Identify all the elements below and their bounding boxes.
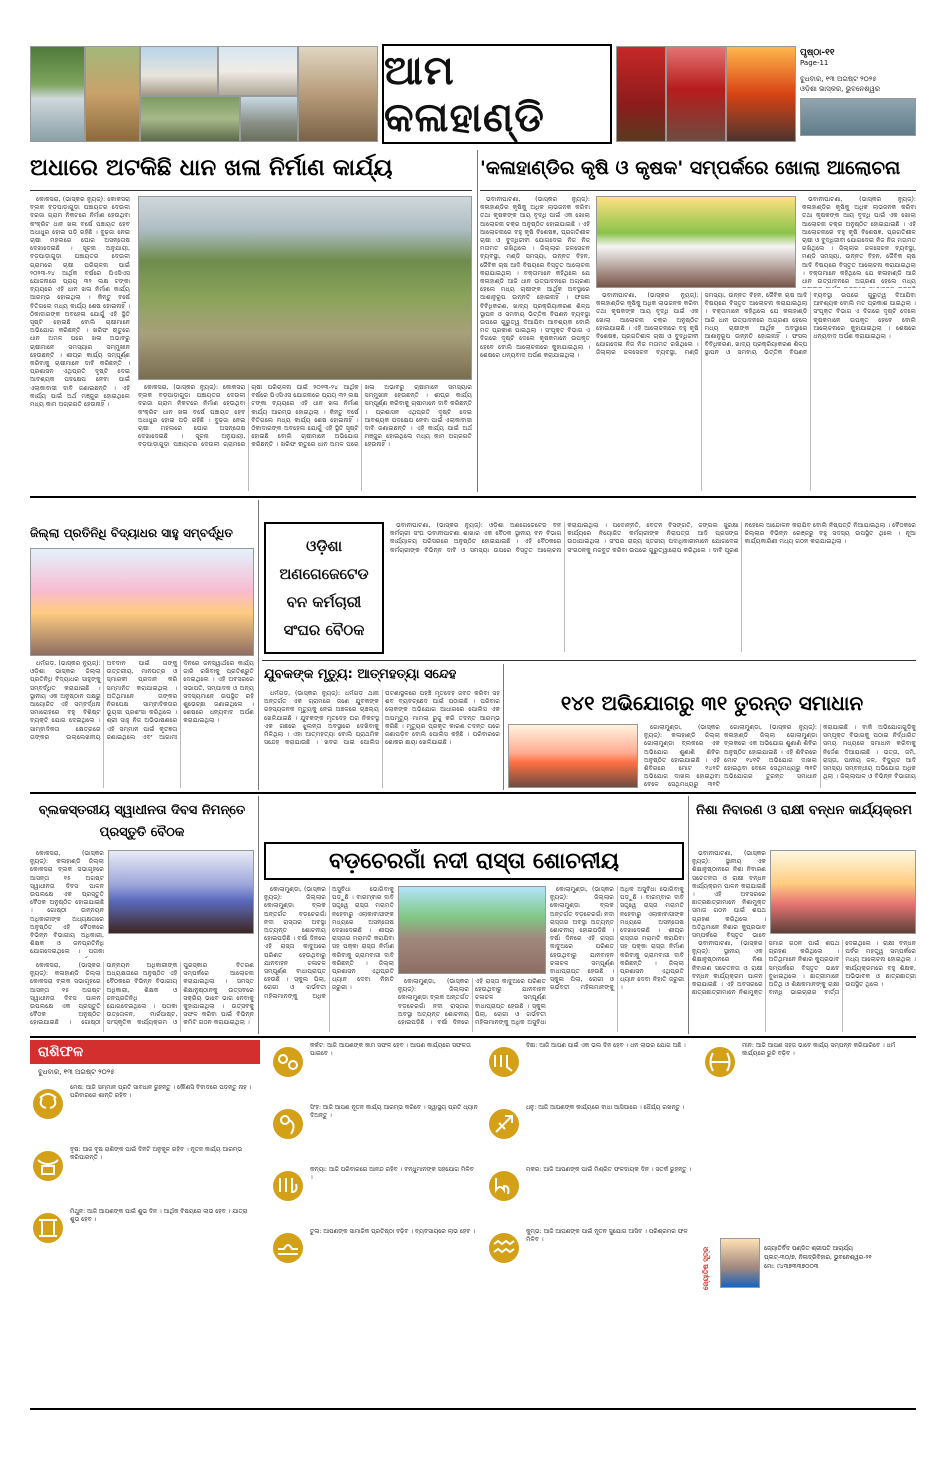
story4-body: ଭବାନୀପାଟଣା, (ଭାସ୍କର ନ୍ୟୁଜ୍): ଓଡ଼ିଶା ଅଣଗେଜେଟେଡ ବନ କର୍ମଚାରୀ ସଂଘ ଭବାନୀପାଟଣା ଶାଖାର ଏକ ବୈଠକ ସ୍ଥାନୀୟ ବନ ବିଭାଗ କାର୍ଯ୍ୟାଳୟ ପରିସରରେ ଅନୁଷ୍ଠିତ ହୋଇଯାଇଛି । ଏହି ବୈଠକରେ କର୍ମଚାରୀଙ୍କ ବିଭିନ୍ନ ଦାବି ଓ ସମସ୍ୟା ଉପରେ ବିସ୍ତୃତ ଆଲୋଚନା କରାଯାଇଥିଲା । ପଦୋନ୍ନତି, ବେତନ ବିସଙ୍ଗତି, ଜଙ୍ଗଲ ସୁରକ୍ଷା କାର୍ଯ୍ୟରେ ନିୟୋଜିତ କର୍ମଚାରୀଙ୍କ ନିରାପତ୍ତା ଆଦି ପ୍ରସଙ୍ଗ ଉଠାଯାଇଥିଲା । ସଂଘର ରାଜ୍ୟ ସ୍ତରୀୟ ପଦାଧିକାରୀମାନେ ଯୋଗଦେଇ ସଂଗଠନକୁ ମଜବୁତ କରିବା ଉପରେ ଗୁରୁତ୍ୱାରୋପ କରିଥିଲେ । ଦାବି ପୂରଣ ନହେଲେ ଆନ୍ଦୋଳନ କରାଯିବ ବୋଲି ନିଷ୍ପତ୍ତି ନିଆଯାଇଥିଲା । ବୈଠକରେ ଜିଲ୍ଲାର ବିଭିନ୍ନ ରେଞ୍ଜରୁ ବହୁ ସଦସ୍ୟ ଉପସ୍ଥିତ ଥିଲେ । ନୂଆ କାର୍ଯ୍ୟକାରିଣୀ ମଧ୍ୟ ଗଠନ କରାଯାଇଥିଲା ।: [390, 522, 916, 554]
story8-headline-box: [264, 842, 684, 880]
story2-col1: [480, 196, 590, 491]
footer-rule: [30, 1408, 916, 1410]
divider-5: [688, 796, 689, 1034]
divider-2: [258, 500, 259, 790]
story7-cols: [30, 962, 254, 1032]
fish-icon: [702, 1044, 738, 1080]
zodiac-makara: [486, 1164, 696, 1226]
story1-cols: [138, 384, 472, 491]
zodiac-makara-text: ମକର: ଆଜି ଆପଣଙ୍କ ପାଇଁ ମିଶ୍ରିତ ଫଳଦାୟକ ଦିନ । ସତର୍କ ରୁହନ୍ତୁ ।: [526, 1166, 692, 1173]
masthead-photo-festival: [726, 46, 796, 142]
scales-icon: [270, 1230, 306, 1266]
zodiac-kumbha: [486, 1226, 696, 1288]
story2-body: ଭବାନୀପାଟଣା, (ଭାସ୍କର ନ୍ୟୁଜ୍): କଳାହାଣ୍ଡିର କୃଷିକୁ ଅଧିକ ଲାଭଜନକ କରିବା ତଥା କୃଷକଙ୍କ ଆୟ ବୃଦ୍ଧି ପାଇଁ ଏକ ଖୋଲା ଆଲୋଚନା ଚକ୍ର ଅନୁଷ୍ଠିତ ହୋଇଯାଇଛି । ଏହି ଆଲୋଚନାରେ ବହୁ କୃଷି ବିଶେଷଜ୍ଞ, ପ୍ରଗତିଶୀଳ ଚାଷୀ ଓ ବୁଦ୍ଧିଜୀବୀ ଯୋଗଦେଇ ନିଜ ନିଜ ମତାମତ ରଖିଥିଲେ । ଜିଲ୍ଲାର ଜଳସେଚନ ବ୍ୟବସ୍ଥା, ମଣ୍ଡି ସମସ୍ୟା, ଉନ୍ନତ ବିହନ, ଜୈବିକ ଚାଷ ଆଦି ବିଷୟରେ ବିସ୍ତୃତ ଆଲୋଚନା କରାଯାଇଥିଲା । ବକ୍ତାମାନେ କହିଥିଲେ ଯେ କଳାହାଣ୍ଡି ଆଜି ଧାନ ଉତ୍ପାଦନରେ ଅଗ୍ରଣୀ ହେଲେ ମଧ୍ୟ ଚାଷୀଙ୍କ ଆର୍ଥିକ ଅବସ୍ଥାରେ ଆଶାନୁରୂପ ଉନ୍ନତି ହୋଇନାହିଁ । ଫସଲ ବିବିଧିକରଣ, ଖାଦ୍ୟ ପ୍ରକ୍ରିୟାକରଣ ଶିଳ୍ପ ସ୍ଥାପନ ଓ ସମବାୟ ଭିତ୍ତିକ ବିପଣନ ବ୍ୟବସ୍ଥା ଉପରେ ଗୁରୁତ୍ୱ ଦିଆଯିବା ଆବଶ୍ୟକ ବୋଲି ମତ ପ୍ରକାଶ ପାଇଥିଲା । ସଂପୃକ୍ତ ବିଭାଗ ଏ ଦିଗରେ ଦୃଷ୍ଟି ଦେଲେ କୃଷକମାନେ ଉପକୃତ ହେବେ ବୋଲି ଆଲୋଚନାରେ କୁହାଯାଇଥିଲା । ଶେଷରେ ଧନ୍ୟବାଦ ଅର୍ପଣ କରାଯାଇଥିଲା ।: [480, 196, 590, 359]
virgin-icon: [270, 1168, 306, 1204]
divider-1: [477, 150, 478, 492]
horoscope-banner: [30, 1040, 260, 1064]
story8-body-right: କୋଲାମୁଣ୍ଡା, (ଭାସ୍କର ନ୍ୟୁଜ୍): ଜିଲ୍ଲାର କୋଲାମୁଣ୍ଡା ବ୍ଲକ ଅନ୍ତର୍ଗତ ବଡ଼ଚେରଗାଁ ନଦୀ ରାସ୍ତାର ଅବସ୍ଥା ଅତ୍ୟନ୍ତ ଶୋଚନୀୟ ହୋଇପଡ଼ିଛି । ବର୍ଷା ଦିନରେ ଏହି ରାସ୍ତା କାଦୁଅରେ ପରିଣତ ହେଉଥିବାରୁ ଯାନବାହନ ଚଳାଚଳ ସମ୍ପୂର୍ଣ୍ଣ ବାଧାପ୍ରାପ୍ତ ହେଉଛି । ସ୍କୁଲ ପିଲା, ରୋଗୀ ଓ ଗର୍ଭବତୀ ମହିଳାମାନଙ୍କୁ ଅଧିକ ଅସୁବିଧା ଭୋଗିବାକୁ ପଡ଼ୁଛି । ବାରମ୍ବାର ଦାବି ସତ୍ତ୍ୱେ ରାସ୍ତା ମରାମତି ନହେବାରୁ ଏଲାକାବାସୀଙ୍କ ମଧ୍ୟରେ ଅସନ୍ତୋଷ ଦେଖାଦେଇଛି । ଶୀଘ୍ର ରାସ୍ତାର ମରାମତି କରାଯିବା ସହ ପକ୍କା ରାସ୍ତା ନିର୍ମାଣ କରିବାକୁ ଗ୍ରାମବାସୀ ଦାବି କରିଛନ୍ତି । ଜିଲ୍ଲା ପ୍ରଶାସନ ଏଥିପ୍ରତି ଧ୍ୟାନ ଦେବା ନିହାତି ଜରୁରୀ ।: [550, 886, 684, 992]
story8-cols-right: [550, 886, 684, 1032]
zodiac-mina-text: ମୀନ: ଆଜି ଆପଣ ସହଜ ଭାବେ କାର୍ଯ୍ୟ ସମ୍ପନ୍ନ କରିପାରିବେ । ଧର୍ମ କାର୍ଯ୍ୟରେ ରୁଚି ବଢ଼ିବ ।: [742, 1042, 896, 1057]
masthead-photo-temple: [140, 46, 218, 96]
section-rule-1: [30, 496, 916, 498]
section-rule-4: [30, 1036, 916, 1038]
story8-headline: ବଡ଼ଚେରଗାଁ ନଦୀ ରାସ୍ତା ଶୋଚନୀୟ: [328, 848, 620, 874]
zodiac-dhanu: [486, 1102, 696, 1164]
story2-cols: [596, 292, 916, 491]
zodiac-bichha-text: ବିଛା: ଆଜି ଆପଣ ପାଇଁ ଏକ ଭଲ ଦିନ ହେବ । ଧନ ଲାଭର ଯୋଗ ଅଛି ।: [526, 1042, 686, 1049]
astrologer-vertical-label: ଜ୍ୟୋତିଷ ସୂତ୍ର: [702, 1246, 710, 1290]
masthead-photo-goddess: [616, 46, 666, 142]
zodiac-mesha: [30, 1082, 260, 1144]
archer-icon: [486, 1106, 522, 1142]
zodiac-karkata-text: କର୍କଟ: ଆଜି ଆପଣଙ୍କ କାମ ସଫଳ ହେବ । ଆପଣ କାର୍ଯ୍ୟରେ ସଫଳତା ପାଇବେ ।: [310, 1042, 471, 1057]
story4-title: ଓଡ଼ିଶା ଅଣଗେଜେଟେଡ ବନ କର୍ମଚାରୀ ସଂଘର ବୈଠକ: [279, 537, 369, 639]
story6-cols: [724, 724, 916, 788]
page-number-en: Page-11: [800, 59, 829, 67]
divider-4: [258, 796, 259, 1034]
masthead-photo-small: [800, 98, 916, 136]
section-rule-3: [30, 792, 916, 794]
scorpion-icon: [486, 1044, 522, 1080]
story6-headline: ୧୪୧ ଅଭିଯୋଗରୁ ୩୧ ତୁରନ୍ତ ସମାଧାନ: [560, 691, 864, 715]
astrologer-photo: [720, 1238, 760, 1288]
story2-body-cont: ଭବାନୀପାଟଣା, (ଭାସ୍କର ନ୍ୟୁଜ୍): କଳାହାଣ୍ଡିର କୃଷିକୁ ଅଧିକ ଲାଭଜନକ କରିବା ତଥା କୃଷକଙ୍କ ଆୟ ବୃଦ୍ଧି ପାଇଁ ଏକ ଖୋଲା ଆଲୋଚନା ଚକ୍ର ଅନୁଷ୍ଠିତ ହୋଇଯାଇଛି । ଏହି ଆଲୋଚନାରେ ବହୁ କୃଷି ବିଶେଷଜ୍ଞ, ପ୍ରଗତିଶୀଳ ଚାଷୀ ଓ ବୁଦ୍ଧିଜୀବୀ ଯୋଗଦେଇ ନିଜ ନିଜ ମତାମତ ରଖିଥିଲେ । ଜିଲ୍ଲାର ଜଳସେଚନ ବ୍ୟବସ୍ଥା, ମଣ୍ଡି ସମସ୍ୟା, ଉନ୍ନତ ବିହନ, ଜୈବିକ ଚାଷ ଆଦି ବିଷୟରେ ବିସ୍ତୃତ ଆଲୋଚନା କରାଯାଇଥିଲା । ବକ୍ତାମାନେ କହିଥିଲେ ଯେ କଳାହାଣ୍ଡି ଆଜି ଧାନ ଉତ୍ପାଦନରେ ଅଗ୍ରଣୀ ହେଲେ ମଧ୍ୟ ଚାଷୀଙ୍କ ଆର୍ଥିକ ଅବସ୍ଥାରେ ଆଶାନୁରୂପ ଉନ୍ନତି ହୋଇନାହିଁ । ଫସଲ ବିବିଧିକରଣ, ଖାଦ୍ୟ ପ୍ରକ୍ରିୟାକରଣ ଶିଳ୍ପ ସ୍ଥାପନ ଓ ସମବାୟ ଭିତ୍ତିକ ବିପଣନ ବ୍ୟବସ୍ଥା ଉପରେ ଗୁରୁତ୍ୱ ଦିଆଯିବା ଆବଶ୍ୟକ ବୋଲି ମତ ପ୍ରକାଶ ପାଇଥିଲା । ସଂପୃକ୍ତ ବିଭାଗ ଏ ଦିଗରେ ଦୃଷ୍ଟି ଦେଲେ କୃଷକମାନେ ଉପକୃତ ହେବେ ବୋଲି ଆଲୋଚନାରେ କୁହାଯାଇଥିଲା । ଶେଷରେ ଧନ୍ୟବାଦ ଅର୍ପଣ କରାଯାଇଥିଲା ।: [596, 292, 916, 357]
story8-body-under: କୋଲାମୁଣ୍ଡା, (ଭାସ୍କର ନ୍ୟୁଜ୍): ଜିଲ୍ଲାର କୋଲାମୁଣ୍ଡା ବ୍ଲକ ଅନ୍ତର୍ଗତ ବଡ଼ଚେରଗାଁ ନଦୀ ରାସ୍ତାର ଅବସ୍ଥା ଅତ୍ୟନ୍ତ ଶୋଚନୀୟ ହୋଇପଡ଼ିଛି । ବର୍ଷା ଦିନରେ ଏହି ରାସ୍ତା କାଦୁଅରେ ପରିଣତ ହେଉଥିବାରୁ ଯାନବାହନ ଚଳାଚଳ ସମ୍ପୂର୍ଣ୍ଣ ବାଧାପ୍ରାପ୍ତ ହେଉଛି । ସ୍କୁଲ ପିଲା, ରୋଗୀ ଓ ଗର୍ଭବତୀ ମହିଳାମାନଙ୍କୁ ଅଧିକ ଅସୁବିଧା: [398, 978, 546, 1027]
story5-headline: ଯୁବକଙ୍କ ମୃତ୍ୟୁ: ଆତ୍ମହତ୍ୟା ସନ୍ଦେହ: [264, 667, 457, 682]
zodiac-mithuna-text: ମିଥୁନ: ଆଜି ଆପଣଙ୍କ ପାଇଁ ଶୁଭ ଦିନ । ଆର୍ଥିକ ବିଷୟରେ ଲାଭ ହେବ । ଯାତ୍ରା ଶୁଭ ହେବ ।: [70, 1208, 248, 1223]
story7-photo: [108, 850, 254, 934]
story9-col1: [692, 850, 766, 940]
issue-date: ବୁଧବାର, ୧୩ ଅଗଷ୍ଟ ୨୦୨୫: [800, 75, 877, 83]
zodiac-vrisha: [30, 1144, 260, 1206]
horoscope-section: [30, 1040, 916, 1410]
story6-photo: [508, 724, 638, 788]
zodiac-vrisha-text: ବୃଷ: ଆଜ ବୃଷ ରାଶିଙ୍କ ପାଇଁ ଦିନଟି ଅନୁକୂଳ ରହିବ । ନୂତନ କାର୍ଯ୍ୟ ଆରମ୍ଭ କରିପାରନ୍ତି ।: [70, 1146, 243, 1161]
edition: ଓଡ଼ିଶା ଭାସ୍କର, ଭୁବନେଶ୍ୱର: [800, 85, 881, 93]
story6-body: ଗୋଲାମୁଣ୍ଡା, (ଭାସ୍କର ନ୍ୟୁଜ୍): କଳାହାଣ୍ଡି ଜିଲ୍ଲା ଗୋଲାମୁଣ୍ଡା ବ୍ଲକରେ ଏକ ଅଭିଯୋଗ ଶୁଣାଣି ଶିବିର ଅନୁଷ୍ଠିତ ହୋଇଯାଇଛି । ଏହି ଶିବିରରେ ମୋଟ ୧୪୧ଟି ଅଭିଯୋଗ ଦାଖଲ ହୋଇଥିବା ବେଳେ ସେଥିମଧ୍ୟରୁ ୩୧ଟି: [644, 724, 720, 788]
story1-photo: [138, 196, 472, 380]
zodiac-tula-text: ତୁଳା: ଆପଣଙ୍କ ସାମାଜିକ ପ୍ରତିଷ୍ଠା ବଢ଼ିବ । ବ୍ୟବସାୟରେ ଲାଭ ହେବ ।: [310, 1228, 475, 1235]
masthead-photo-waterfall: [30, 46, 85, 142]
story7-col1: [30, 850, 104, 958]
story6-col1: [644, 724, 720, 788]
zodiac-kumbha-text: କୁମ୍ଭ: ଆଜି ଆପଣଙ୍କ ପାଇଁ ନୂତନ ସୁଯୋଗ ଆସିବ । ପରିଶ୍ରମର ଫଳ ମିଳିବ ।: [526, 1228, 688, 1243]
bull-icon: [30, 1148, 66, 1184]
story1-rule: [30, 190, 472, 191]
story4-cols: [390, 522, 916, 652]
horoscope-title: ରାଶିଫଳ: [38, 1044, 84, 1060]
story5-body: ଧର୍ମଗଡ଼, (ଭାସ୍କର ନ୍ୟୁଜ୍): ଧର୍ମଗଡ଼ ଥାନା ଅନ୍ତର୍ଗତ ଏକ ଗ୍ରାମରେ ଜଣେ ଯୁବକଙ୍କ ରହସ୍ୟଜନକ ମୃତ୍ୟୁକୁ ନେଇ ଅଞ୍ଚଳରେ ଚାଞ୍ଚଲ୍ୟ ଖେଳିଯାଇଛି । ଯୁବକଙ୍କ ମୃତଦେହ ଘର ନିକଟସ୍ଥ ଏକ ଗଛରେ ଝୁଲନ୍ତା ଅବସ୍ଥାରେ ଦେଖିବାକୁ ମିଳିଥିଲା । ଏହା ଆତ୍ମହତ୍ୟା ବୋଲି ପ୍ରାଥମିକ ସନ୍ଦେହ କରାଯାଉଛି । ଖବର ପାଇ ପୋଲିସ ଘଟଣାସ୍ଥଳରେ ପହଞ୍ଚି ମୃତଦେହ ଜବତ କରିବା ସହ ଶବ ବ୍ୟବଚ୍ଛେଦ ପାଇଁ ପଠାଇଛି । ପରିବାର ଲୋକଙ୍କ ଅଭିଯୋଗ ଆଧାରରେ ପୋଲିସ ଏକ ଅପମୃତ୍ୟୁ ମାମଲା ରୁଜୁ କରି ତଦନ୍ତ ଆରମ୍ଭ କରିଛି । ମୃତ୍ୟୁର ପ୍ରକୃତ କାରଣ ତଦନ୍ତ ପରେ ଜଣାପଡ଼ିବ ବୋଲି ପୋଲିସ କହିଛି । ପରିବାରରେ ଶୋକର ଛାୟା ଖେଳିଯାଇଛି ।: [264, 690, 500, 747]
masthead-title: ଆମ କଳାହାଣ୍ଡି: [384, 47, 545, 141]
masthead-photo-cows: [140, 96, 240, 142]
masthead-photo-deer: [85, 46, 140, 142]
story8-photo: [398, 886, 546, 974]
zodiac-mesha-text: ମେଷ: ଆଜି ସମ୍ମାନ ପ୍ରତି ସାବଧାନ ରୁହନ୍ତୁ । କୌଣସି ବିବାଦରେ ପଡ଼ନ୍ତୁ ନାହିଁ । ପରିବାରରେ ଶାନ୍ତି ରହିବ ।: [70, 1084, 252, 1099]
zodiac-dhanu-text: ଧନୁ: ଆଜି ଆପଣଙ୍କ କାର୍ଯ୍ୟରେ ବାଧା ଆସିପାରେ । ଧୈର୍ଯ୍ୟ ରଖନ୍ତୁ ।: [526, 1104, 685, 1111]
astrologer-phone: ମୋ: ୯୪୩୭୩୩୭୦୦୩: [764, 1263, 819, 1270]
zodiac-simha-text: ସିଂହ: ଆଜି ଆପଣ ନୂତନ କାର୍ଯ୍ୟ ଆରମ୍ଭ କରିବେ । ସ୍ୱାସ୍ଥ୍ୟ ପ୍ରତି ଧ୍ୟାନ ଦିଅନ୍ତୁ ।: [310, 1104, 478, 1119]
zodiac-karkata: [270, 1040, 480, 1102]
ram-icon: [30, 1086, 66, 1122]
divider-3: [503, 664, 504, 790]
story9-headline: ନିଶା ନିବାରଣ ଓ ରାକ୍ଷୀ ବନ୍ଧନ କାର୍ଯ୍ୟକ୍ରମ: [696, 803, 912, 818]
page-number: ପୃଷ୍ଠା-୧୧: [800, 48, 835, 58]
story7-body-cont: କୋକସରା, (ଭାସ୍କର ନ୍ୟୁଜ୍): କଳାହାଣ୍ଡି ଜିଲ୍ଲା କୋକସରା ବ୍ଲକ ସଭାଗୃହରେ ଆସନ୍ତା ୧୫ ଅଗଷ୍ଟ ସ୍ୱାଧୀନତା ଦିବସ ପାଳନ ଉପଲକ୍ଷେ ଏକ ପ୍ରସ୍ତୁତି ବୈଠକ ଅନୁଷ୍ଠିତ ହୋଇଯାଇଛି । ଗୋଷ୍ଠୀ ଉନ୍ନୟନ ଅଧିକାରୀଙ୍କ ଅଧ୍ୟକ୍ଷତାରେ ଅନୁଷ୍ଠିତ ଏହି ବୈଠକରେ ବିଭିନ୍ନ ବିଭାଗୀୟ ଅଧିକାରୀ, ଶିକ୍ଷକ ଓ ଜନପ୍ରତିନିଧି ଯୋଗଦେଇଥିଲେ । ପତାକା ଉତ୍ତୋଳନ, ମାର୍ଚ୍ଚପାଷ୍ଟ, ସାଂସ୍କୃତିକ କାର୍ଯ୍ୟକ୍ରମ ଓ ପୁରସ୍କାର ବିତରଣ ସମ୍ପର୍କରେ ଆଲୋଚନା କରାଯାଇଥିଲା । ସମସ୍ତ ଶିକ୍ଷାନୁଷ୍ଠାନକୁ ଉତ୍ସବରେ ସକ୍ରିୟ ଭାବେ ଭାଗ ନେବାକୁ କୁହାଯାଇଥିଲା । ଉତ୍ସବକୁ ସଫଳ କରିବା ପାଇଁ ବିଭିନ୍ନ କମିଟି ଗଠନ କରାଯାଇଥିଲା ।: [30, 962, 254, 1027]
zodiac-kanya: [270, 1164, 480, 1226]
astrologer-card: [702, 1236, 916, 1290]
story8-body: କୋଲାମୁଣ୍ଡା, (ଭାସ୍କର ନ୍ୟୁଜ୍): ଜିଲ୍ଲାର କୋଲାମୁଣ୍ଡା ବ୍ଲକ ଅନ୍ତର୍ଗତ ବଡ଼ଚେରଗାଁ ନଦୀ ରାସ୍ତାର ଅବସ୍ଥା ଅତ୍ୟନ୍ତ ଶୋଚନୀୟ ହୋଇପଡ଼ିଛି । ବର୍ଷା ଦିନରେ ଏହି ରାସ୍ତା କାଦୁଅରେ ପରିଣତ ହେଉଥିବାରୁ ଯାନବାହନ ଚଳାଚଳ ସମ୍ପୂର୍ଣ୍ଣ ବାଧାପ୍ରାପ୍ତ ହେଉଛି । ସ୍କୁଲ ପିଲା, ରୋଗୀ ଓ ଗର୍ଭବତୀ ମହିଳାମାନଙ୍କୁ ଅଧିକ ଅସୁବିଧା ଭୋଗିବାକୁ ପଡ଼ୁଛି । ବାରମ୍ବାର ଦାବି ସତ୍ତ୍ୱେ ରାସ୍ତା ମରାମତି ନହେବାରୁ ଏଲାକାବାସୀଙ୍କ ମଧ୍ୟରେ ଅସନ୍ତୋଷ ଦେଖାଦେଇଛି । ଶୀଘ୍ର ରାସ୍ତାର ମରାମତି କରାଯିବା ସହ ପକ୍କା ରାସ୍ତା ନିର୍ମାଣ କରିବାକୁ ଗ୍ରାମବାସୀ ଦାବି କରିଛନ୍ତି । ଜିଲ୍ଲା ପ୍ରଶାସନ ଏଥିପ୍ରତି ଧ୍ୟାନ ଦେବା ନିହାତି ଜରୁରୀ ।: [264, 886, 394, 1000]
masthead-title-box: [382, 44, 612, 144]
masthead-info: [800, 48, 916, 140]
masthead-photo-monument: [218, 46, 298, 96]
story6-body-cont: ଗୋଲାମୁଣ୍ଡା, (ଭାସ୍କର ନ୍ୟୁଜ୍): କଳାହାଣ୍ଡି ଜିଲ୍ଲା ଗୋଲାମୁଣ୍ଡା ବ୍ଲକରେ ଏକ ଅଭିଯୋଗ ଶୁଣାଣି ଶିବିର ଅନୁଷ୍ଠିତ ହୋଇଯାଇଛି । ଏହି ଶିବିରରେ ମୋଟ ୧୪୧ଟି ଅଭିଯୋଗ ଦାଖଲ ହୋଇଥିବା ବେଳେ ସେଥିମଧ୍ୟରୁ ୩୧ଟି ଅଭିଯୋଗର ତୁରନ୍ତ ସମାଧାନ କରାଯାଇଛି । ବାକି ଅଭିଯୋଗଗୁଡ଼ିକୁ ସମ୍ପୃକ୍ତ ବିଭାଗକୁ ପଠାଇ ନିର୍ଦ୍ଧାରିତ ସମୟ ମଧ୍ୟରେ ସମାଧାନ କରିବାକୁ ନିର୍ଦ୍ଦେଶ ଦିଆଯାଇଛି । ଭତ୍ତା, ଜମି, ରାସ୍ତା, ପାନୀୟ ଜଳ, ବିଦ୍ୟୁତ ଆଦି ସମସ୍ୟା ସମ୍ବନ୍ଧୀୟ ଅଭିଯୋଗ ଅଧିକ ଥିଲା । ଜିଲ୍ଲାପାଳ ଓ ବିଭିନ୍ନ ବିଭାଗୀୟ: [724, 724, 916, 781]
story9-body-cont: ଭବାନୀପାଟଣା, (ଭାସ୍କର ନ୍ୟୁଜ୍): ସ୍ଥାନୀୟ ଏକ ଶିକ୍ଷାନୁଷ୍ଠାନରେ ନିଶା ନିବାରଣ ସଚେତନତା ଓ ରାକ୍ଷୀ ବନ୍ଧନ କାର୍ଯ୍ୟକ୍ରମ ପାଳନ କରାଯାଇଛି । ଏହି ଅବସରରେ ଛାତ୍ରଛାତ୍ରୀମାନେ ନିଶାମୁକ୍ତ ସମାଜ ଗଠନ ପାଇଁ ଶପଥ ଗ୍ରହଣ କରିଥିଲେ । ଅତିଥିମାନେ ନିଶାର କୁପ୍ରଭାବ ସମ୍ପର୍କରେ ବିସ୍ତୃତ ଭାବେ ବୁଝାଇଥିଲେ । ଛାତ୍ରୀମାନେ ଅତିଥି ଓ ଶିକ୍ଷକମାନଙ୍କୁ ରାକ୍ଷୀ ବାନ୍ଧି ଭାଇଚାରାର ବାର୍ତ୍ତା ଦେଇଥିଲେ । ରାକ୍ଷୀ ବନ୍ଧନ ପର୍ବର ମହତ୍ତ୍ୱ ସମ୍ପର୍କରେ ମଧ୍ୟ ଆଲୋଚନା ହୋଇଥିଲା । କାର୍ଯ୍ୟକ୍ରମରେ ବହୁ ଶିକ୍ଷକ, ଅଭିଭାବକ ଓ ଛାତ୍ରଛାତ୍ରୀ ଉପସ୍ଥିତ ଥିଲେ ।: [692, 940, 916, 997]
zodiac-bichha: [486, 1040, 696, 1102]
story5-cols: [264, 690, 500, 788]
story1-headline: ଅଧାରେ ଅଟକିଛି ଧାନ ଖଳା ନିର୍ମାଣ କାର୍ଯ୍ୟ: [30, 155, 393, 181]
story1-body: କୋକସରା, (ଭାସ୍କର ନ୍ୟୁଜ୍): କୋକସରା ବ୍ଲକ ବଡ଼ପାଡ଼ାଗୁଡ଼ା ପଞ୍ଚାୟତର ଦେଉଳୀ ଦରଜା ଗ୍ରାମ ନିକଟରେ ନିର୍ମାଣ ହେଉଥିବା କଂକ୍ରିଟ ଧାନ ଖଳା ବର୍ଷେ ପଞ୍ଚାୟତ ହେବ ଅଧାଧୁର ହୋଇ ପଡ଼ି ରହିଛି । ବୁଢ଼ଜା ନେଇ ଚାଷୀ ମହଲରେ ଘୋର ଅସନ୍ତୋଷ ଦେଖାଦେଇଛି । ସୂଚନା ଅନୁଯାୟୀ, ବଡ଼ପାଡ଼ାଗୁଡ଼ା ପଞ୍ଚାୟତର ଦେଉଳୀ ଗ୍ରାମରେ ଚାଷୀ ପରିଚାଳନା ପାଇଁ ୨୦୨୩-୨୪ ଆର୍ଥିକ ବର୍ଷରେ ପିଏସିଏସ ଯୋଜନାରେ ପ୍ରାୟ ୩୨ ଲକ୍ଷ ଟଙ୍କା ବ୍ୟୟରେ ଏହି ଧାନ ଖଳା ନିର୍ମାଣ କାର୍ଯ୍ୟ ଆରମ୍ଭ ହୋଇଥିଲା । କିନ୍ତୁ ବର୍ଷେ ବିତିଗଲେ ମଧ୍ୟ କାର୍ଯ୍ୟ ଶେଷ ହୋଇନାହିଁ । ଠିକାଦାରଙ୍କ ଅବହେଳା ଯୋଗୁଁ ଏହି ସ୍ଥିତି ସୃଷ୍ଟି ହୋଇଛି ବୋଲି ଚାଷୀମାନେ ଅଭିଯୋଗ କରିଛନ୍ତି । ଖରିଫ ଋତୁରେ ଧାନ ଅମଳ ପରେ ଖଳା ଅଭାବରୁ ଚାଷୀମାନେ ସମସ୍ୟାର ସମ୍ମୁଖୀନ ହେଉଛନ୍ତି । ଶୀଘ୍ର କାର୍ଯ୍ୟ ସମ୍ପୂର୍ଣ୍ଣ କରିବାକୁ ଚାଷୀମାନେ ଦାବି କରିଛନ୍ତି । ପ୍ରଶାସନ ଏଥିପ୍ରତି ଦୃଷ୍ଟି ଦେଇ ଆବଶ୍ୟକ ପଦକ୍ଷେପ ନେବା ପାଇଁ ଏଲାକାବାସୀ ଦାବି ଜଣାଇଛନ୍ତି । ଏହି କାର୍ଯ୍ୟ ପାଇଁ ଅର୍ଥ ମଞ୍ଜୁର ହୋଇଥିଲେ ମଧ୍ୟ କାମ ଅଗ୍ରଗତି ହେଉନାହିଁ ।: [30, 196, 130, 409]
zodiac-tula: [270, 1226, 480, 1288]
story2-photo: [596, 196, 796, 288]
story1-col1: [30, 196, 130, 491]
masthead: [30, 44, 916, 144]
horoscope-date: ବୁଧବାର, ୧୩ ଅଗଷ୍ଟ ୨୦୨୫: [38, 1068, 115, 1076]
masthead-photo-structure: [240, 96, 298, 142]
lion-icon: [270, 1106, 306, 1142]
masthead-photo-crowd: [666, 46, 726, 142]
water-bearer-icon: [486, 1230, 522, 1266]
zodiac-mina: [702, 1040, 916, 1102]
zodiac-mithuna: [30, 1206, 260, 1268]
goat-icon: [486, 1168, 522, 1204]
astrologer-address: ପ୍ଲଟ୍-୩୦/୭, ନିଳାଦ୍ରିବିହାର, ଭୁବନେଶ୍ୱର-୨୧: [764, 1254, 872, 1261]
story8-cols-left: [264, 886, 394, 1032]
masthead-photo-people: [298, 46, 378, 142]
astrologer-info: [764, 1244, 914, 1271]
story2-body-right: ଭବାନୀପାଟଣା, (ଭାସ୍କର ନ୍ୟୁଜ୍): କଳାହାଣ୍ଡିର କୃଷିକୁ ଅଧିକ ଲାଭଜନକ କରିବା ତଥା କୃଷକଙ୍କ ଆୟ ବୃଦ୍ଧି ପାଇଁ ଏକ ଖୋଲା ଆଲୋଚନା ଚକ୍ର ଅନୁଷ୍ଠିତ ହୋଇଯାଇଛି । ଏହି ଆଲୋଚନାରେ ବହୁ କୃଷି ବିଶେଷଜ୍ଞ, ପ୍ରଗତିଶୀଳ ଚାଷୀ ଓ ବୁଦ୍ଧିଜୀବୀ ଯୋଗଦେଇ ନିଜ ନିଜ ମତାମତ ରଖିଥିଲେ । ଜିଲ୍ଲାର ଜଳସେଚନ ବ୍ୟବସ୍ଥା, ମଣ୍ଡି ସମସ୍ୟା, ଉନ୍ନତ ବିହନ, ଜୈବିକ ଚାଷ ଆଦି ବିଷୟରେ ବିସ୍ତୃତ ଆଲୋଚନା କରାଯାଇଥିଲା । ବକ୍ତାମାନେ କହିଥିଲେ ଯେ କଳାହାଣ୍ଡି ଆଜି ଧାନ ଉତ୍ପାଦନରେ ଅଗ୍ରଣୀ ହେଲେ ମଧ୍ୟ: [802, 196, 916, 286]
story4-title-box: [264, 522, 384, 654]
story2-rule: [480, 190, 916, 191]
story2-headline: 'କଳାହାଣ୍ଡିର କୃଷି ଓ କୃଷକ' ସମ୍ପର୍କରେ ଖୋଲା ଆଲୋଚନା: [480, 157, 901, 179]
story9-cols: [692, 940, 916, 1032]
story8-cols-under: [398, 978, 546, 1032]
section-rule-2: [262, 660, 916, 661]
story3-photo: [30, 548, 254, 656]
story9-body: ଭବାନୀପାଟଣା, (ଭାସ୍କର ନ୍ୟୁଜ୍): ସ୍ଥାନୀୟ ଏକ ଶିକ୍ଷାନୁଷ୍ଠାନରେ ନିଶା ନିବାରଣ ସଚେତନତା ଓ ରାକ୍ଷୀ ବନ୍ଧନ କାର୍ଯ୍ୟକ୍ରମ ପାଳନ କରାଯାଇଛି । ଏହି ଅବସରରେ ଛାତ୍ରଛାତ୍ରୀମାନେ ନିଶାମୁକ୍ତ ସମାଜ ଗଠନ ପାଇଁ ଶପଥ ଗ୍ରହଣ କରିଥିଲେ । ଅତିଥିମାନେ ନିଶାର କୁପ୍ରଭାବ ସମ୍ପର୍କରେ ବିସ୍ତୃତ ଭାବେ: [692, 850, 766, 940]
crab-icon: [270, 1044, 306, 1080]
story9-photo: [770, 850, 916, 934]
astrologer-name: ଜ୍ୟୋତିର୍ବିଦ ପଣ୍ଡିତ ଶ୍ରୀପତି ଆଚାର୍ଯ୍ୟ: [764, 1245, 853, 1252]
story7-body: କୋକସରା, (ଭାସ୍କର ନ୍ୟୁଜ୍): କଳାହାଣ୍ଡି ଜିଲ୍ଲା କୋକସରା ବ୍ଲକ ସଭାଗୃହରେ ଆସନ୍ତା ୧୫ ଅଗଷ୍ଟ ସ୍ୱାଧୀନତା ଦିବସ ପାଳନ ଉପଲକ୍ଷେ ଏକ ପ୍ରସ୍ତୁତି ବୈଠକ ଅନୁଷ୍ଠିତ ହୋଇଯାଇଛି । ଗୋଷ୍ଠୀ ଉନ୍ନୟନ ଅଧିକାରୀଙ୍କ ଅଧ୍ୟକ୍ଷତାରେ ଅନୁଷ୍ଠିତ ଏହି ବୈଠକରେ ବିଭିନ୍ନ ବିଭାଗୀୟ ଅଧିକାରୀ, ଶିକ୍ଷକ ଓ ଜନପ୍ରତିନିଧି ଯୋଗଦେଇଥିଲେ । ପତାକା: [30, 850, 104, 956]
story7-headline: ବ୍ଲକସ୍ତରୀୟ ସ୍ୱାଧୀନତା ଦିବସ ନିମନ୍ତେ ପ୍ରସ୍ତୁତି ବୈଠକ: [38, 803, 246, 840]
zodiac-kanya-text: କନ୍ୟା: ଆଜି ପରିବାରରେ ଆନନ୍ଦ ରହିବ । ବନ୍ଧୁମାନଙ୍କ ସହଯୋଗ ମିଳିବ ।: [310, 1166, 474, 1181]
story3-body: ଧର୍ମଗଡ଼, (ଭାସ୍କର ନ୍ୟୁଜ୍): ଓଡ଼ିଶା ଭାସ୍କର ଜିଲ୍ଲା ପ୍ରତିନିଧି ବିଦ୍ୟାଧର ସାହୁଙ୍କୁ ସମ୍ବର୍ଦ୍ଧିତ କରାଯାଇଛି । ସ୍ଥାନୀୟ ଏକ ଅନୁଷ୍ଠାନ ପକ୍ଷରୁ ଆୟୋଜିତ ଏହି ସମ୍ବର୍ଦ୍ଧନା ସମାରୋହରେ ବହୁ ବିଶିଷ୍ଟ ବ୍ୟକ୍ତି ଯୋଗ ଦେଇଥିଲେ । ସାମ୍ବାଦିକତା କ୍ଷେତ୍ରରେ ତାଙ୍କର ଉଲ୍ଲେଖନୀୟ ଅବଦାନ ପାଇଁ ତାଙ୍କୁ ଉତ୍ତରୀୟ, ମାନପତ୍ର ଓ ସ୍ମାରକୀ ପ୍ରଦାନ କରି ସମ୍ମାନିତ କରାଯାଇଥିଲା । ଅତିଥିମାନେ ତାଙ୍କର ନିରପେକ୍ଷ ସାମ୍ବାଦିକତାର ଭୂୟସୀ ପ୍ରଶଂସା କରିଥିଲେ । ଶ୍ରୀ ସାହୁ ନିଜ ଅଭିଭାଷଣରେ ଏହି ସମ୍ମାନ ପାଇଁ କୃତଜ୍ଞତା ଜଣାଇଥିଲେ ଏବଂ ଆଗାମୀ ଦିନରେ ଜନସ୍ୱାର୍ଥରେ କାର୍ଯ୍ୟ ଜାରି ରଖିବାକୁ ପ୍ରତିଶ୍ରୁତି ଦେଇଥିଲେ । ଏହି ଅବସରରେ ସଭାପତି, ସମ୍ପାଦକ ଓ ଅନ୍ୟ ସଦସ୍ୟମାନେ ଉପସ୍ଥିତ ରହି ଶୁଭେଚ୍ଛା ଜଣାଇଥିଲେ । ଶେଷରେ ଧନ୍ୟବାଦ ଅର୍ପଣ କରାଯାଇଥିଲା ।: [30, 660, 254, 741]
zodiac-simha: [270, 1102, 480, 1164]
story3-headline: ଜିଲ୍ଲା ପ୍ରତିନିଧି ବିଦ୍ୟାଧର ସାହୁ ସମ୍ବର୍ଦ୍ଧିତ: [30, 526, 233, 540]
story2-col-right: [802, 196, 916, 288]
twins-icon: [30, 1210, 66, 1246]
story1-body-cont: କୋକସରା, (ଭାସ୍କର ନ୍ୟୁଜ୍): କୋକସରା ବ୍ଲକ ବଡ଼ପାଡ଼ାଗୁଡ଼ା ପଞ୍ଚାୟତର ଦେଉଳୀ ଦରଜା ଗ୍ରାମ ନିକଟରେ ନିର୍ମାଣ ହେଉଥିବା କଂକ୍ରିଟ ଧାନ ଖଳା ବର୍ଷେ ପଞ୍ଚାୟତ ହେବ ଅଧାଧୁର ହୋଇ ପଡ଼ି ରହିଛି । ବୁଢ଼ଜା ନେଇ ଚାଷୀ ମହଲରେ ଘୋର ଅସନ୍ତୋଷ ଦେଖାଦେଇଛି । ସୂଚନା ଅନୁଯାୟୀ, ବଡ଼ପାଡ଼ାଗୁଡ଼ା ପଞ୍ଚାୟତର ଦେଉଳୀ ଗ୍ରାମରେ ଚାଷୀ ପରିଚାଳନା ପାଇଁ ୨୦୨୩-୨୪ ଆର୍ଥିକ ବର୍ଷରେ ପିଏସିଏସ ଯୋଜନାରେ ପ୍ରାୟ ୩୨ ଲକ୍ଷ ଟଙ୍କା ବ୍ୟୟରେ ଏହି ଧାନ ଖଳା ନିର୍ମାଣ କାର୍ଯ୍ୟ ଆରମ୍ଭ ହୋଇଥିଲା । କିନ୍ତୁ ବର୍ଷେ ବିତିଗଲେ ମଧ୍ୟ କାର୍ଯ୍ୟ ଶେଷ ହୋଇନାହିଁ । ଠିକାଦାରଙ୍କ ଅବହେଳା ଯୋଗୁଁ ଏହି ସ୍ଥିତି ସୃଷ୍ଟି ହୋଇଛି ବୋଲି ଚାଷୀମାନେ ଅଭିଯୋଗ କରିଛନ୍ତି । ଖରିଫ ଋତୁରେ ଧାନ ଅମଳ ପରେ ଖଳା ଅଭାବରୁ ଚାଷୀମାନେ ସମସ୍ୟାର ସମ୍ମୁଖୀନ ହେଉଛନ୍ତି । ଶୀଘ୍ର କାର୍ଯ୍ୟ ସମ୍ପୂର୍ଣ୍ଣ କରିବାକୁ ଚାଷୀମାନେ ଦାବି କରିଛନ୍ତି । ପ୍ରଶାସନ ଏଥିପ୍ରତି ଦୃଷ୍ଟି ଦେଇ ଆବଶ୍ୟକ ପଦକ୍ଷେପ ନେବା ପାଇଁ ଏଲାକାବାସୀ ଦାବି ଜଣାଇଛନ୍ତି । ଏହି କାର୍ଯ୍ୟ ପାଇଁ ଅର୍ଥ ମଞ୍ଜୁର ହୋଇଥିଲେ ମଧ୍ୟ କାମ ଅଗ୍ରଗତି ହେଉନାହିଁ ।: [138, 384, 472, 449]
story3-cols: [30, 660, 254, 788]
